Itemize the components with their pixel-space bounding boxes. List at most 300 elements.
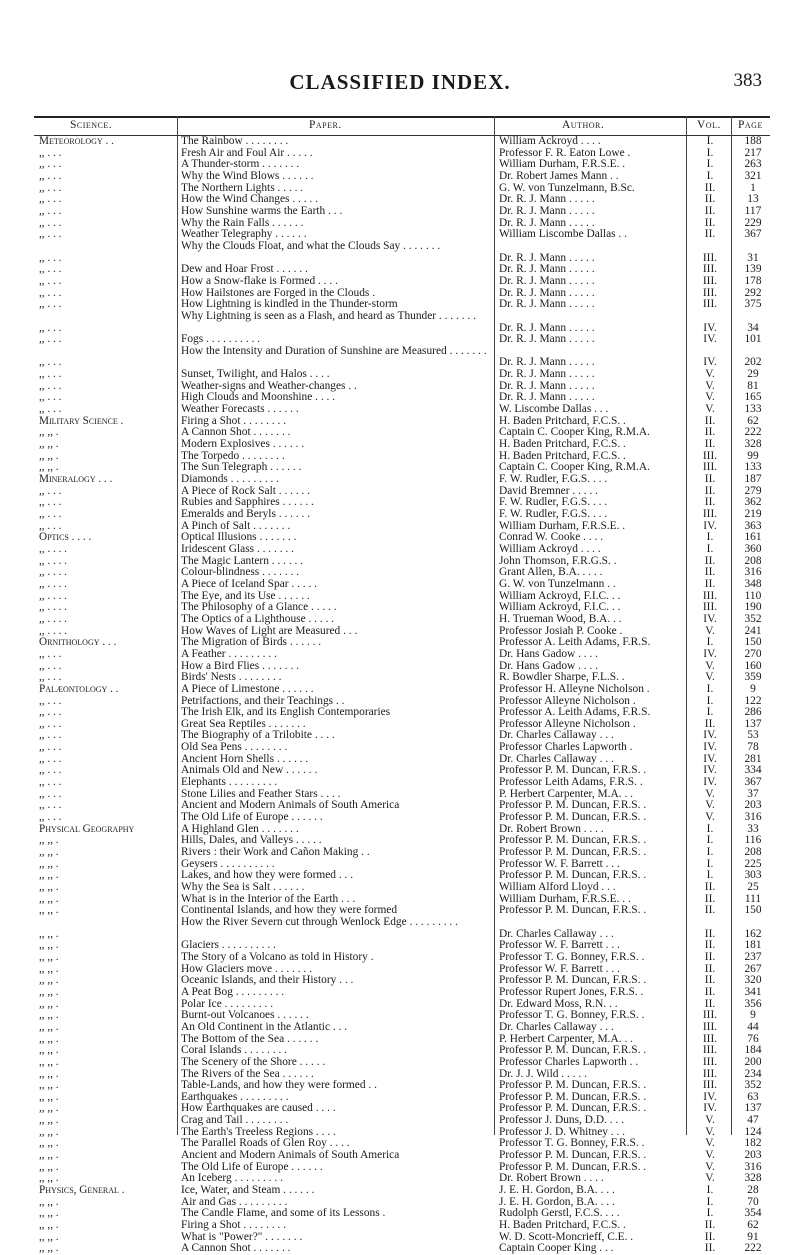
author-cell: Professor P. M. Duncan, F.R.S. .: [499, 1091, 647, 1103]
page-cell: 320: [744, 975, 762, 987]
page-cell: 150: [744, 905, 762, 917]
volume-cell: V.: [705, 1115, 715, 1127]
science-cell: ,, . . .: [39, 252, 62, 264]
table-row: [0, 1173, 800, 1185]
table-row: [0, 1232, 800, 1244]
page-cell: 150: [744, 637, 762, 649]
science-cell: ,, ,, .: [39, 1103, 59, 1115]
author-cell: Dr. R. J. Mann . . . . .: [499, 380, 595, 392]
table-row: [0, 1127, 800, 1139]
science-cell: ,, ,, .: [39, 893, 59, 905]
science-cell: ,, ,, .: [39, 439, 59, 451]
science-cell: ,, ,, .: [39, 1161, 59, 1173]
table-row: [0, 264, 800, 276]
volume-cell: II.: [704, 485, 716, 497]
paper-cell: Modern Explosives . . . . . .: [181, 439, 305, 451]
table-row: [0, 999, 800, 1011]
paper-cell: Burnt-out Volcanoes . . . . . .: [181, 1010, 309, 1022]
science-cell: ,, ,, .: [39, 928, 59, 940]
science-cell: ,, ,, .: [39, 998, 59, 1010]
science-cell: ,, . . .: [39, 742, 62, 754]
author-cell: William Ackroyd, F.I.C. . .: [499, 602, 621, 614]
paper-cell: Firing a Shot . . . . . . . .: [181, 1220, 287, 1232]
science-cell: ,, . . .: [39, 147, 62, 159]
volume-cell: I.: [706, 835, 714, 847]
author-cell: Professor T. G. Bonney, F.R.S. .: [499, 1138, 645, 1150]
science-cell: ,, ,, .: [39, 1173, 59, 1185]
paper-cell: The Northern Lights . . . . .: [181, 182, 304, 194]
author-cell: G. W. von Tunzelmann, B.Sc.: [499, 182, 635, 194]
paper-cell: Why the Wind Blows . . . . . .: [181, 170, 314, 182]
science-cell: ,, ,, .: [39, 462, 59, 474]
volume-cell: II.: [704, 1220, 716, 1232]
table-row: [0, 544, 800, 556]
author-cell: Professor P. M. Duncan, F.R.S. .: [499, 1150, 647, 1162]
author-cell: Professor Charles Lapworth .: [499, 742, 633, 754]
table-row: [0, 800, 800, 812]
table-row: [0, 917, 800, 940]
paper-cell: Lakes, and how they were formed . . .: [181, 870, 354, 882]
volume-cell: II.: [704, 905, 716, 917]
science-cell: ,, . . .: [39, 485, 62, 497]
table-row: [0, 696, 800, 708]
author-cell: Professor P. M. Duncan, F.R.S. .: [499, 812, 647, 824]
author-cell: Professor Charles Lapworth . .: [499, 1056, 639, 1068]
table-row: [0, 1080, 800, 1092]
paper-cell: Optical Illusions . . . . . . .: [181, 532, 297, 544]
science-cell: ,, ,, .: [39, 1243, 59, 1255]
table-row: [0, 765, 800, 777]
table-row: [0, 847, 800, 859]
volume-cell: V.: [705, 380, 715, 392]
science-cell: Optics . . . .: [39, 532, 92, 544]
page-cell: 316: [744, 567, 762, 579]
volume-cell: I.: [706, 823, 714, 835]
science-cell: ,, . . .: [39, 287, 62, 299]
science-cell: ,, ,, .: [39, 1150, 59, 1162]
page-cell: 117: [744, 205, 762, 217]
science-cell: ,, ,, .: [39, 427, 59, 439]
page-cell: 348: [744, 578, 762, 590]
table-row: [0, 672, 800, 684]
author-cell: Dr. R. J. Mann . . . . .: [499, 194, 595, 206]
author-cell: H. Baden Pritchard, F.C.S. .: [499, 1220, 626, 1232]
science-cell: ,, ,, .: [39, 1196, 59, 1208]
paper-cell: How a Bird Flies . . . . . . .: [181, 660, 300, 672]
table-row: [0, 1197, 800, 1209]
page-cell: 200: [744, 1056, 762, 1068]
table-row: [0, 567, 800, 579]
author-cell: Professor P. M. Duncan, F.R.S. .: [499, 870, 647, 882]
author-cell: Dr. R. J. Mann . . . . .: [499, 275, 595, 287]
volume-cell: II.: [704, 940, 716, 952]
page-cell: 203: [744, 1150, 762, 1162]
volume-cell: II.: [704, 497, 716, 509]
page-cell: 208: [744, 847, 762, 859]
author-cell: H. Baden Pritchard, F.C.S. .: [499, 450, 626, 462]
paper-cell: Petrifactions, and their Teachings . .: [181, 695, 345, 707]
science-cell: ,, . . .: [39, 788, 62, 800]
table-row: [0, 1092, 800, 1104]
paper-cell: Emeralds and Beryls . . . . . .: [181, 509, 311, 520]
paper-cell: A Thunder-storm . . . . . . .: [181, 159, 300, 171]
author-cell: William Durham, F.R.S.E. . .: [499, 893, 631, 905]
science-cell: ,, ,, .: [39, 986, 59, 998]
paper-cell: Oceanic Islands, and their History . . .: [181, 975, 354, 987]
volume-cell: II.: [704, 718, 716, 730]
table-row: [0, 381, 800, 393]
author-cell: William Alford Lloyd . . .: [499, 882, 616, 893]
column-header-science: Science.: [70, 119, 113, 131]
paper-cell: Coral Islands . . . . . . . .: [181, 1045, 287, 1057]
table-row: [0, 299, 800, 311]
paper-cell: The Candle Flame, and some of its Lessons .: [181, 1208, 386, 1220]
volume-cell: II.: [704, 882, 716, 893]
table-row: [0, 1069, 800, 1081]
science-cell: ,, ,, .: [39, 1231, 59, 1243]
author-cell: Dr. Charles Callaway . . .: [499, 753, 614, 765]
paper-cell: How Lightning is kindled in the Thunder-storm: [181, 299, 398, 311]
paper-cell: Geysers . . . . . . . . . .: [181, 858, 275, 870]
column-header-paper: Paper.: [309, 119, 342, 131]
volume-cell: II.: [704, 205, 716, 217]
volume-cell: I.: [706, 695, 714, 707]
page-cell: 184: [744, 1045, 762, 1057]
science-cell: ,, . . .: [39, 182, 62, 194]
author-cell: Professor P. M. Duncan, F.R.S. .: [499, 975, 647, 987]
table-row: [0, 136, 800, 148]
science-cell: ,, ,, .: [39, 1138, 59, 1150]
science-cell: ,, ,, .: [39, 1115, 59, 1127]
page-cell: 182: [744, 1138, 762, 1150]
volume-cell: III.: [702, 1021, 718, 1033]
page-cell: 29: [747, 369, 759, 381]
paper-cell: Weather-signs and Weather-changes . .: [181, 380, 357, 392]
top-rule: [34, 116, 770, 118]
paper-cell: The Rainbow . . . . . . . .: [181, 136, 289, 147]
science-cell: ,, . . . .: [39, 555, 67, 567]
page-cell: 181: [744, 940, 762, 952]
volume-cell: V.: [705, 1138, 715, 1150]
science-cell: Military Science .: [39, 415, 124, 427]
author-cell: Professor W. F. Barrett . . .: [499, 940, 620, 952]
table-row: [0, 241, 800, 264]
volume-cell: V.: [705, 812, 715, 824]
volume-cell: V.: [705, 1126, 715, 1138]
table-row: [0, 579, 800, 591]
science-cell: ,, . . .: [39, 159, 62, 171]
table-row: [0, 521, 800, 533]
author-cell: Dr. R. J. Mann . . . . .: [499, 252, 595, 264]
paper-cell: A Cannon Shot . . . . . . .: [181, 1243, 291, 1255]
paper-cell: Firing a Shot . . . . . . . .: [181, 415, 287, 427]
volume-cell: I.: [706, 532, 714, 544]
volume-cell: II.: [704, 1243, 716, 1255]
volume-cell: I.: [706, 847, 714, 859]
science-cell: ,, ,, .: [39, 1021, 59, 1033]
science-cell: ,, . . .: [39, 520, 62, 532]
page-cell: 270: [744, 648, 762, 660]
page-cell: 9: [750, 683, 756, 695]
author-cell: Professor A. Leith Adams, F.R.S.: [499, 637, 651, 649]
page-cell: 352: [744, 613, 762, 625]
science-cell: ,, ,, .: [39, 940, 59, 952]
table-row: [0, 451, 800, 463]
paper-cell: Animals Old and New . . . . . .: [181, 765, 318, 777]
volume-cell: II.: [704, 415, 716, 427]
paper-cell: The Bottom of the Sea . . . . . .: [181, 1033, 319, 1045]
volume-cell: IV.: [703, 753, 717, 765]
author-cell: Professor P. M. Duncan, F.R.S. .: [499, 847, 647, 859]
table-row: [0, 987, 800, 999]
paper-cell: The Torpedo . . . . . . . .: [181, 450, 285, 462]
table-row: [0, 474, 800, 486]
paper-cell: A Peat Bog . . . . . . . . .: [181, 986, 285, 998]
volume-cell: III.: [702, 252, 718, 264]
page-cell: 33: [747, 823, 759, 835]
volume-cell: III.: [702, 287, 718, 299]
paper-cell: Sunset, Twilight, and Halos . . . .: [181, 369, 330, 381]
table-row: [0, 649, 800, 661]
table-row: [0, 346, 800, 369]
table-row: [0, 894, 800, 906]
column-header-vol: Vol.: [697, 119, 721, 131]
page-cell: 222: [744, 1243, 762, 1255]
page-cell: 133: [744, 404, 762, 416]
volume-cell: IV.: [703, 777, 717, 789]
science-cell: ,, . . .: [39, 672, 62, 684]
table-row: [0, 905, 800, 917]
paper-cell: A Pinch of Salt . . . . . . .: [181, 520, 291, 532]
table-row: [0, 171, 800, 183]
science-cell: ,, ,, .: [39, 1220, 59, 1232]
author-cell: Dr. R. J. Mann . . . . .: [499, 205, 595, 217]
paper-cell: Weather Forecasts . . . . . .: [181, 404, 299, 416]
volume-cell: I.: [706, 1185, 714, 1197]
page-cell: 28: [747, 1185, 759, 1197]
science-cell: ,, . . .: [39, 404, 62, 416]
science-cell: Physics, General .: [39, 1185, 125, 1197]
paper-cell: How Earthquakes are caused . . . .: [181, 1103, 336, 1115]
science-cell: ,, ,, .: [39, 963, 59, 975]
paper-cell: Ancient and Modern Animals of South America: [181, 1150, 400, 1162]
author-cell: Dr. Robert James Mann . .: [499, 170, 619, 182]
page-cell: 367: [744, 229, 762, 241]
page-cell: 328: [744, 1173, 762, 1185]
table-row: [0, 311, 800, 334]
page-cell: 111: [744, 893, 762, 905]
page-cell: 234: [744, 1068, 762, 1080]
author-cell: William Ackroyd, F.I.C. . .: [499, 590, 621, 602]
science-cell: Ornithology . . .: [39, 637, 117, 649]
table-row: [0, 497, 800, 509]
volume-cell: I.: [706, 543, 714, 555]
volume-cell: II.: [704, 555, 716, 567]
volume-cell: IV.: [703, 765, 717, 777]
page-cell: 91: [747, 1231, 759, 1243]
author-cell: Dr. Charles Callaway . . .: [499, 730, 614, 742]
table-row: [0, 952, 800, 964]
volume-cell: III.: [702, 275, 718, 287]
table-row: [0, 602, 800, 614]
author-cell: Dr. Charles Callaway . . .: [499, 1021, 614, 1033]
table-row: [0, 1208, 800, 1220]
volume-cell: II.: [704, 1231, 716, 1243]
table-row: [0, 1115, 800, 1127]
volume-cell: IV.: [703, 613, 717, 625]
volume-cell: III.: [702, 602, 718, 614]
table-row: [0, 462, 800, 474]
page-cell: 362: [744, 497, 762, 509]
index-table: [0, 136, 800, 1255]
table-row: [0, 1138, 800, 1150]
page-cell: 267: [744, 963, 762, 975]
table-row: [0, 404, 800, 416]
page-cell: 222: [744, 427, 762, 439]
paper-cell: A Piece of Iceland Spar . . . . .: [181, 578, 318, 590]
author-cell: F. W. Rudler, F.G.S. . . .: [499, 497, 608, 509]
author-cell: Professor F. R. Eaton Lowe .: [499, 147, 631, 159]
author-cell: Dr. Edward Moss, R.N. . .: [499, 998, 618, 1010]
table-row: [0, 684, 800, 696]
page-cell: 241: [744, 625, 762, 637]
volume-cell: III.: [702, 450, 718, 462]
volume-cell: II.: [704, 986, 716, 998]
volume-cell: III.: [702, 1033, 718, 1045]
page-cell: 363: [744, 520, 762, 532]
science-cell: ,, ,, .: [39, 1208, 59, 1220]
science-cell: ,, . . .: [39, 718, 62, 730]
table-row: [0, 206, 800, 218]
author-cell: Professor P. M. Duncan, F.R.S. .: [499, 765, 647, 777]
paper-cell: Ancient Horn Shells . . . . . .: [181, 753, 309, 765]
page-cell: 359: [744, 672, 762, 684]
table-row: [0, 556, 800, 568]
page-cell: 281: [744, 753, 762, 765]
author-cell: Professor H. Alleyne Nicholson .: [499, 683, 650, 695]
table-row: [0, 940, 800, 952]
page-cell: 122: [744, 695, 762, 707]
author-cell: Dr. R. J. Mann . . . . .: [499, 264, 595, 276]
author-cell: Dr. Hans Gadow . . . .: [499, 660, 599, 672]
paper-cell: The Optics of a Lighthouse . . . . .: [181, 613, 335, 625]
volume-cell: III.: [702, 1056, 718, 1068]
page-cell: 81: [747, 380, 759, 392]
author-cell: Professor Josiah P. Cooke .: [499, 625, 623, 637]
author-cell: P. Herbert Carpenter, M.A. . .: [499, 1033, 633, 1045]
volume-cell: II.: [704, 963, 716, 975]
paper-cell: Diamonds . . . . . . . . .: [181, 474, 280, 486]
volume-cell: IV.: [703, 648, 717, 660]
column-header-author: Author.: [562, 119, 605, 131]
table-row: [0, 1162, 800, 1174]
table-row: [0, 532, 800, 544]
volume-cell: II.: [704, 229, 716, 241]
author-cell: H. Baden Pritchard, F.C.S. .: [499, 439, 626, 451]
volume-cell: V.: [705, 788, 715, 800]
table-row: [0, 427, 800, 439]
science-cell: ,, . . .: [39, 730, 62, 742]
paper-cell: Why the Rain Falls . . . . . .: [181, 217, 304, 229]
paper-cell: The Old Life of Europe . . . . . .: [181, 1161, 323, 1173]
volume-cell: I.: [706, 858, 714, 870]
author-cell: Dr. Robert Brown . . . .: [499, 1173, 604, 1185]
science-cell: ,, . . .: [39, 812, 62, 824]
page-cell: 70: [747, 1196, 759, 1208]
author-cell: William Ackroyd . . . .: [499, 136, 601, 147]
table-row: [0, 707, 800, 719]
science-cell: ,, . . .: [39, 392, 62, 404]
paper-cell: How a Snow-flake is Formed . . . .: [181, 275, 338, 287]
science-cell: ,, . . .: [39, 695, 62, 707]
page-cell: 53: [747, 730, 759, 742]
page-cell: 63: [747, 1091, 759, 1103]
page-cell: 101: [744, 334, 762, 346]
volume-cell: II.: [704, 427, 716, 439]
page-cell: 78: [747, 742, 759, 754]
volume-cell: I.: [706, 870, 714, 882]
volume-cell: II.: [704, 951, 716, 963]
author-cell: J. E. H. Gordon, B.A. . . .: [499, 1185, 615, 1197]
table-row: [0, 835, 800, 847]
volume-cell: II.: [704, 578, 716, 590]
science-cell: ,, . . .: [39, 264, 62, 276]
science-cell: ,, . . .: [39, 497, 62, 509]
page-cell: 161: [744, 532, 762, 544]
page-cell: 279: [744, 485, 762, 497]
science-cell: ,, . . . .: [39, 613, 67, 625]
volume-cell: III.: [702, 590, 718, 602]
paper-cell: Continental Islands, and how they were formed: [181, 905, 398, 917]
volume-cell: V.: [705, 1161, 715, 1173]
table-row: [0, 334, 800, 346]
volume-cell: IV.: [703, 742, 717, 754]
page-cell: 316: [744, 1161, 762, 1173]
paper-cell: An Iceberg . . . . . . . . .: [181, 1173, 283, 1185]
science-cell: ,, . . .: [39, 217, 62, 229]
author-cell: J. E. H. Gordon, B.A. . . .: [499, 1196, 615, 1208]
page-cell: 165: [744, 392, 762, 404]
page-cell: 292: [744, 287, 762, 299]
paper-cell: Colour-blindness . . . . . . .: [181, 567, 300, 579]
table-row: [0, 777, 800, 789]
paper-cell: Iridescent Glass . . . . . . .: [181, 543, 294, 555]
science-cell: ,, ,, .: [39, 882, 59, 893]
table-row: [0, 975, 800, 987]
paper-cell: A Feather . . . . . . . . .: [181, 648, 277, 660]
author-cell: Dr. R. J. Mann . . . . .: [499, 357, 595, 369]
table-row: [0, 229, 800, 241]
science-cell: ,, . . .: [39, 765, 62, 777]
volume-cell: V.: [705, 404, 715, 416]
table-row: [0, 591, 800, 603]
volume-cell: I.: [706, 683, 714, 695]
page-cell: 237: [744, 951, 762, 963]
page-cell: 263: [744, 159, 762, 171]
page-cell: 13: [747, 194, 759, 206]
science-cell: ,, ,, .: [39, 1091, 59, 1103]
author-cell: P. Herbert Carpenter, M.A. . .: [499, 788, 633, 800]
table-row: [0, 742, 800, 754]
paper-cell: Polar Ice . . . . . . . . .: [181, 998, 274, 1010]
author-cell: W. Liscombe Dallas . . .: [499, 404, 609, 416]
paper-cell: Why the Clouds Float, and what the Clouds Say . . . . . . .: [181, 240, 441, 252]
author-cell: Professor J. Duns, D.D. . . .: [499, 1115, 624, 1127]
page-cell: 133: [744, 462, 762, 474]
page-cell: 160: [744, 660, 762, 672]
table-row: [0, 148, 800, 160]
science-cell: ,, . . .: [39, 509, 62, 520]
